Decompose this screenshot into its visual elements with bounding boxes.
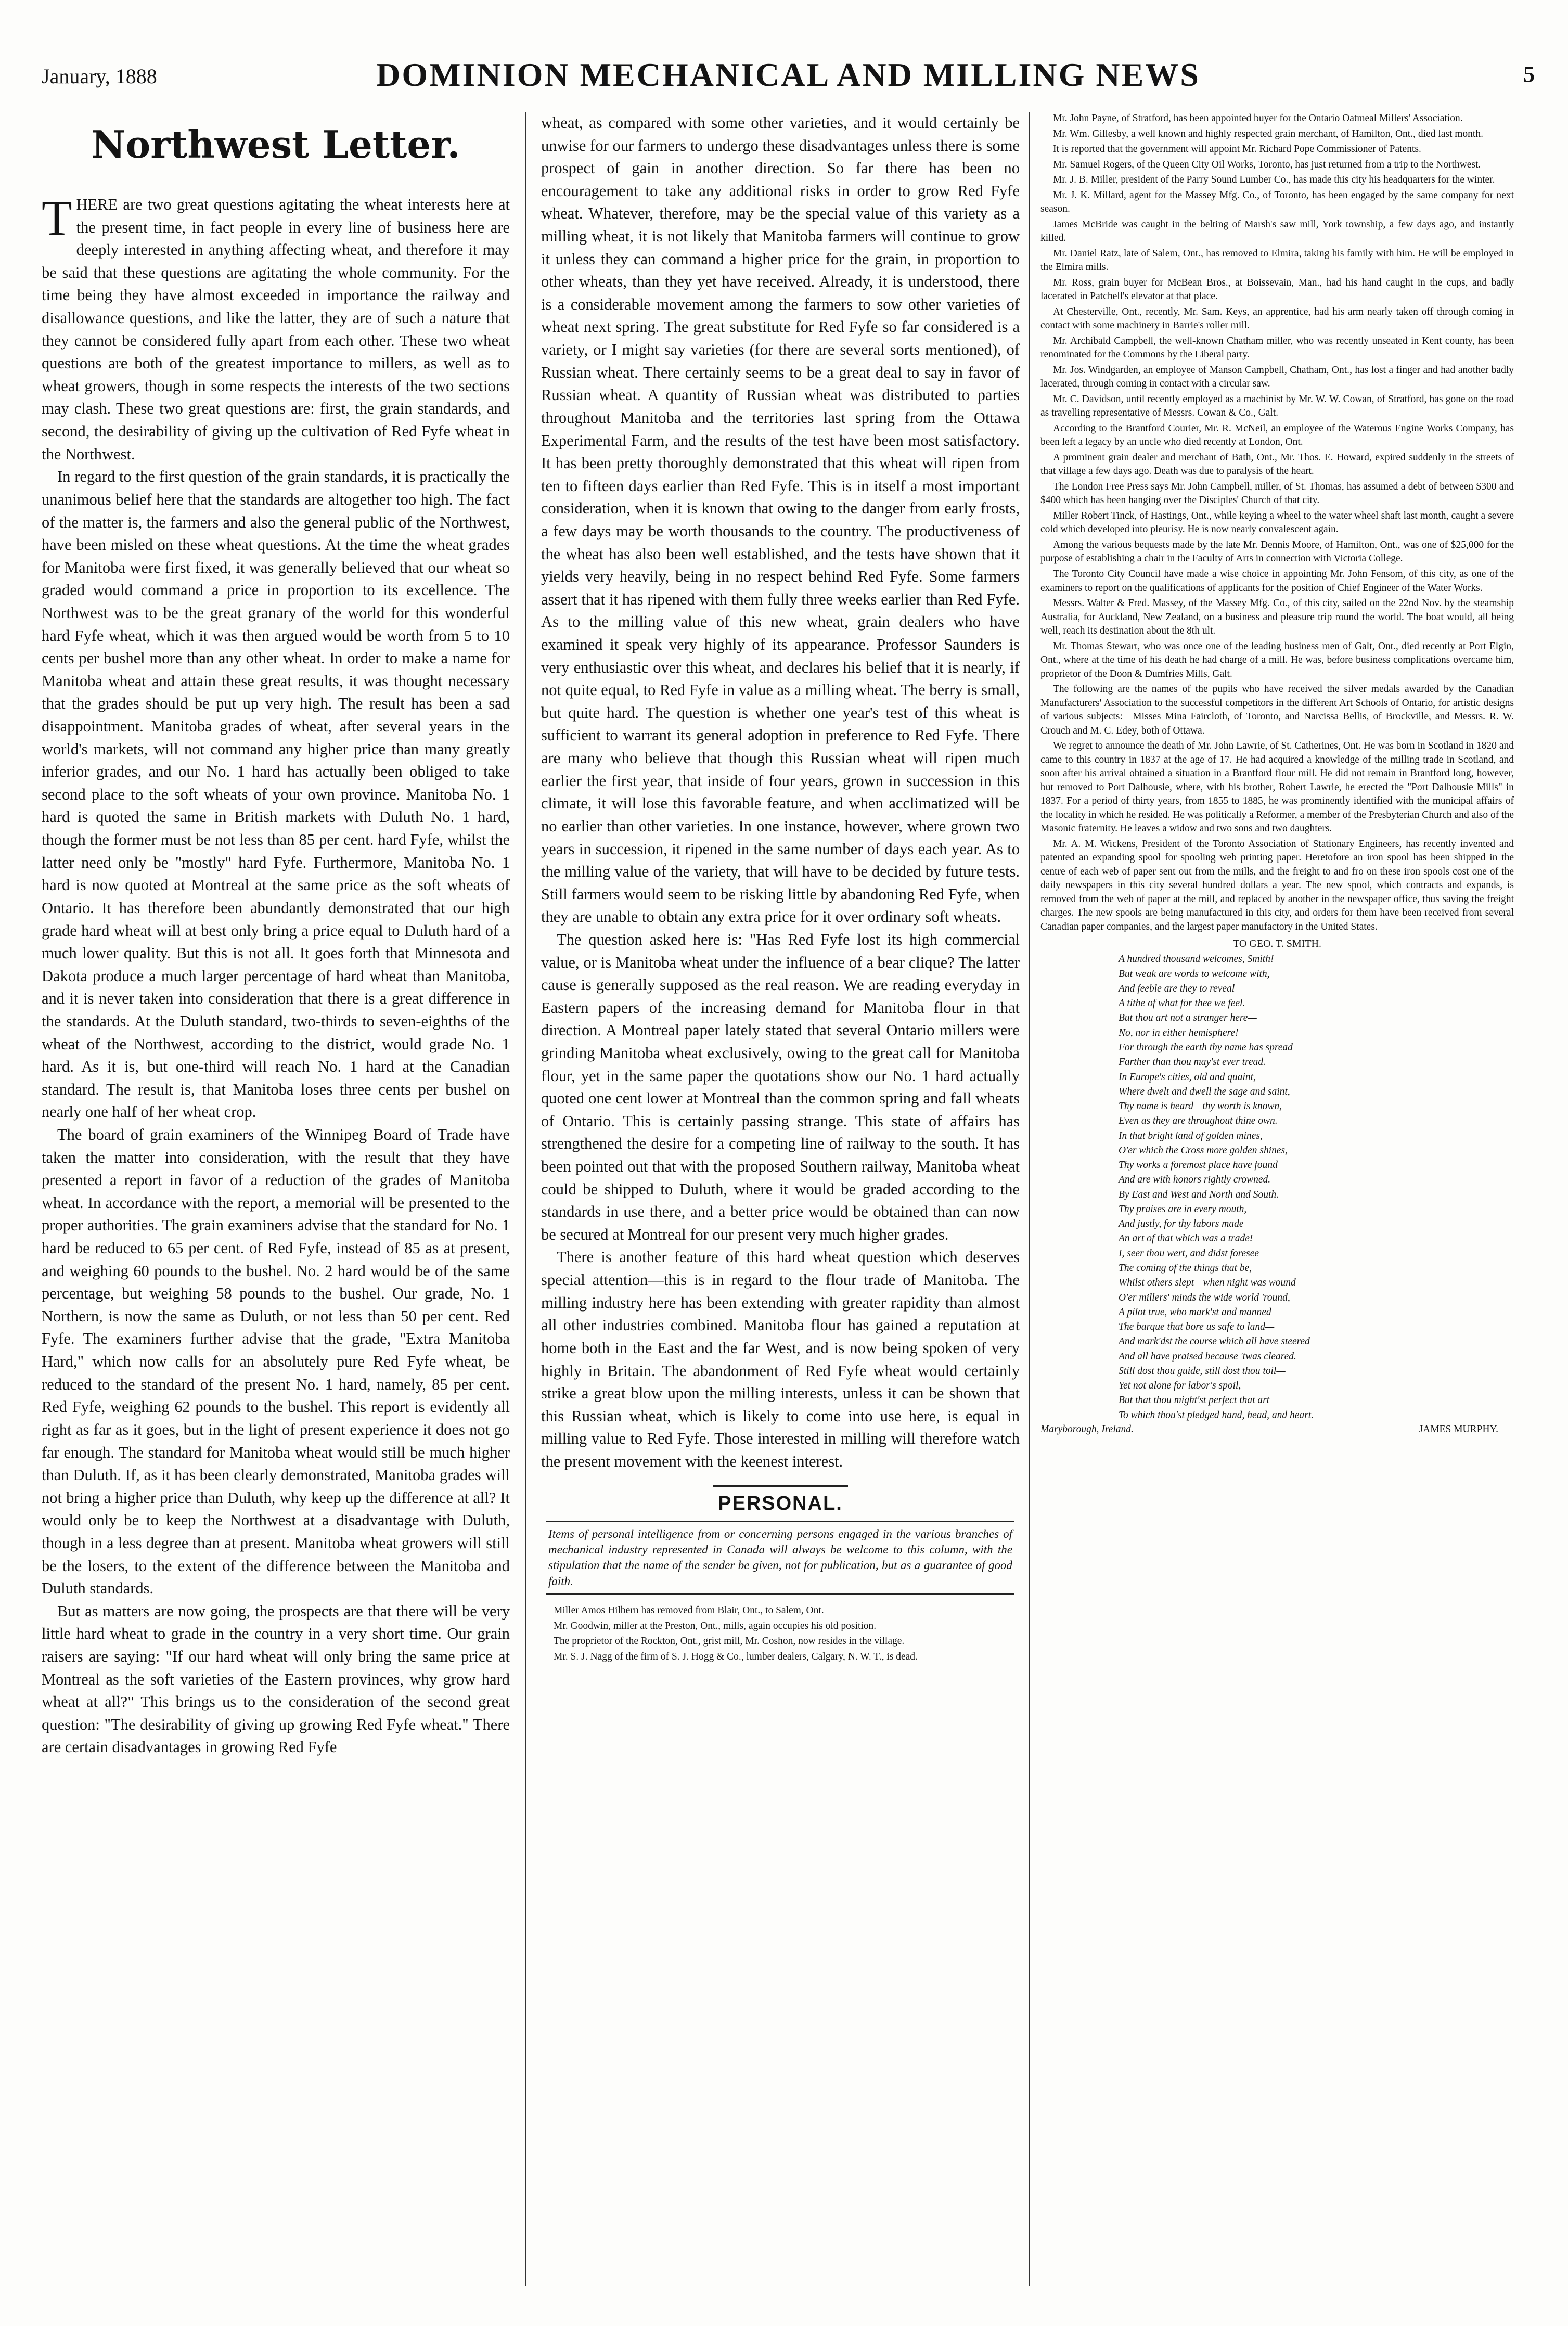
personal-item: According to the Brantford Courier, Mr. R. McNeil, an employee of the Waterous Engine Works Company, has been left a legacy by an uncle who died recently at London, Ont. <box>1040 422 1514 448</box>
poem-title: TO GEO. T. SMITH. <box>1233 938 1321 950</box>
poem-body <box>1119 952 1514 1423</box>
poem-line: Thy praises are in every mouth,— <box>1119 1203 1256 1215</box>
poem-line: For through the earth thy name has spread <box>1119 1042 1293 1053</box>
article-paragraph: THERE are two great questions agitating the wheat interests here at the present time, in fact people in every line of business here are deeply interested in anything affecting wheat, and therefore it may be said that these questions are agitating the whole community. For the time being they have almost exceeded in importance the railway and disallowance questions, and like the latter, they are of such a nature that they cannot be considered fully apart from each other. These two wheat questions are both of the greatest importance to millers, as well as to wheat growers, though in some respects the interests of the two sections may clash. These two great questions are: first, the grain standards, and second, the desirability of giving up the cultivation of Red Fyfe wheat in the Northwest. <box>42 190 510 463</box>
personal-item: Mr. Wm. Gillesby, a well known and highly respected grain merchant, of Hamilton, Ont., died last month. <box>1053 128 1483 139</box>
personal-item: Miller Robert Tinck, of Hastings, Ont., while keying a wheel to the water wheel shaft last month, caught a severe cold which developed into pleurisy. He is now nearly convalescent again. <box>1040 510 1514 535</box>
poem-line: To which thou'st pledged hand, head, and heart. <box>1119 1409 1314 1421</box>
article-paragraph: In regard to the first question of the grain standards, it is practically the unanimous belief here that the standards are altogether too high. The fact of the matter is, the farmers and also the general public of the Northwest, have been misled on these wheat questions. At the time the wheat grades for Manitoba were first fixed, it was generally believed that our wheat so graded would command a price in proportion to its excellence. The Northwest was to be the great granary of the world for this wonderful hard Fyfe wheat, which it was then argued would be worth from 5 to 10 cents per bushel more than any other wheat. In order to make a name for Manitoba wheat and attain these great results, it was thought necessary that the grades should be put up very high. The result has been a sad disappointment. Manitoba grades of wheat, after several years in the world's markets, will not command any higher price than many greatly inferior grades, and our No. 1 hard has actually been obliged to take second place to the soft wheats of your own province. Manitoba No. 1 hard is quoted the same in British markets with Duluth No. 1 hard, though the former must be not less than 85 per cent. hard Fyfe, whilst the latter need only be "mostly" hard Fyfe. Furthermore, Manitoba No. 1 hard is now quoted at Montreal at the same price as the soft wheats of Ontario. It has therefore been abundantly demonstrated that our high grade hard wheat will at best only bring a price equal to Duluth hard of a much lower quality. But this is not all. It goes forth that Minnesota and Dakota produce a much larger percentage of hard wheat than Manitoba, and it is never taken into consideration that there is a great difference in the standards. At the Duluth standard, two-thirds to seven-eighths of the wheat of the Northwest, according to the district, would grade No. 1 hard. As it is, but one-third will reach No. 1 hard at the Canadian standard. The result is, that Manitoba loses three cents per bushel on nearly one half of her wheat crop. <box>42 468 510 1121</box>
poem-line: An art of that which was a trade! <box>1119 1233 1253 1244</box>
poem-line: But thou art not a stranger here— <box>1119 1012 1257 1024</box>
poem-line: A tithe of what for thee we feel. <box>1119 998 1245 1009</box>
personal-item: Mr. Archibald Campbell, the well-known Chatham miller, who was recently unseated in Kent county, has been renominated for the Commons by the Liberal party. <box>1040 335 1514 361</box>
article-paragraph: The board of grain examiners of the Winnipeg Board of Trade have taken the matter into consideration, with the result that they have presented a report in favor of a reduction of the grades of Manitoba wheat. In accordance with the report, a memorial will be presented to the proper authorities. The grain examiners advise that the standard for No. 1 hard be reduced to 65 per cent. of Red Fyfe, instead of 85 as at present, and weighing 60 pounds to the bushel. No. 2 hard would be of the same percentage, but weighing 58 pounds to the bushel. Our grade, No. 1 Northern, is now the same as Duluth, or not less than 50 per cent. Red Fyfe. The examiners further advise that the grade, "Extra Manitoba Hard," which now calls for an absolutely pure Red Fyfe wheat, be reduced to the standard of the present No. 1 hard, namely, 85 per cent. Red Fyfe, weighing 62 pounds to the bushel. This report is evidently all right as far as it goes, but in the light of present experience it does not go far enough. The standard for Manitoba wheat would still be much higher than Duluth. If, as it has been clearly demonstrated, Manitoba grades will not bring a higher price than Duluth, why keep up the difference at all? It would only be to keep the Northwest at a disadvantage with Duluth, though in a less degree than at present. Manitoba wheat growers will still be the losers, to the extent of the difference between the Manitoba and Duluth standards. <box>42 1125 510 1598</box>
poem-line: Whilst others slept—when night was wound <box>1119 1277 1296 1289</box>
poem-line: Even as they are throughout thine own. <box>1119 1115 1278 1127</box>
personal-item: Miller Amos Hilbern has removed from Blair, Ont., to Salem, Ont. <box>554 1605 824 1616</box>
poem-line: O'er which the Cross more golden shines, <box>1119 1145 1288 1156</box>
personal-item: Mr. J. B. Miller, president of the Parry Sound Lumber Co., has made this city his headquarters for the winter. <box>1053 174 1495 186</box>
poem-line: The coming of the things that be, <box>1119 1262 1252 1274</box>
personal-item: A prominent grain dealer and merchant of Bath, Ont., Mr. Thos. E. Howard, expired suddenly in the streets of that village a few days ago. Death was due to paralysis of the heart. <box>1040 452 1514 477</box>
poem-line: And mark'dst the course which all have steered <box>1119 1336 1310 1347</box>
personal-item: The London Free Press says Mr. John Campbell, miller, of St. Thomas, has assumed a debt of between $300 and $400 which has been hanging over the Disciples' Church of that city. <box>1040 481 1514 506</box>
personal-item: Mr. Jos. Windgarden, an employee of Manson Campbell, Chatham, Ont., has lost a finger and had another badly lacerated, through coming in contact with a circular saw. <box>1040 364 1514 390</box>
article-paragraph: But as matters are now going, the prospects are that there will be very little hard wheat to grade in the country in a very short time. Our grain raisers are saying: "If our hard wheat will only bring the same price at Montreal as the soft varieties of the Eastern provinces, why grow hard wheat at all?" This brings us to the consideration of the second great question: "The desirability of giving up growing Red Fyfe wheat." There are certain disadvantages in growing Red Fyfe <box>42 1602 510 1756</box>
personal-item: Mr. S. J. Nagg of the firm of S. J. Hogg & Co., lumber dealers, Calgary, N. W. T., is dead. <box>554 1651 918 1662</box>
personal-item: Among the various bequests made by the late Mr. Dennis Moore, of Hamilton, Ont., was one of $25,000 for the purpose of establishing a chair in the Faculty of Arts in connection with Victoria College. <box>1040 539 1514 564</box>
column-note: Items of personal intelligence from or concerning persons engaged in the various branches of mechanical industry represented in Canada will always be welcome to this column, with the stipulation that the name of the sender be given, not for publication, but as a guarantee of good faith. <box>546 1521 1014 1595</box>
column-rule <box>1029 112 1030 2286</box>
personal-item: James McBride was caught in the belting of Marsh's saw mill, York township, a few days ago, and instantly killed. <box>1040 219 1514 244</box>
poem-line: A hundred thousand welcomes, Smith! <box>1119 954 1274 965</box>
poem-line: Farther than thou may'st ever tread. <box>1119 1057 1266 1068</box>
drop-cap: T <box>42 190 72 246</box>
personal-items <box>1040 112 1514 934</box>
article-paragraph: There is another feature of this hard wheat question which deserves special attention—this is in regard to the flour trade of Manitoba. The milling industry here has been extending with greater rapidity than almost all other industries combined. Manitoba flour has gained a reputation at home both in the East and the far West, and is now being spoken of very highly in Britain. The abandonment of Red Fyfe wheat would certainly strike a great blow upon the milling interests, unless it can be shown that this Russian wheat, which is likely to come into use here, is equal in milling value to Red Fyfe. Those interested in milling will therefore watch the present movement with the keenest interest. <box>541 1248 1020 1470</box>
article-title: Northwest Letter. <box>91 122 460 166</box>
personal-item: Messrs. Walter & Fred. Massey, of the Massey Mfg. Co., of this city, sailed on the 22nd Nov. by the steamship Australia, for Auckland, New Zealand, on a business and pleasure trip round the world. The boat would, all being well, reach its destination about the 8th ult. <box>1040 598 1514 637</box>
page-number: 5 <box>1523 61 1535 87</box>
personal-item: Mr. C. Davidson, until recently employed as a machinist by Mr. W. W. Cowan, of Stratford, has gone on the road as travelling representative of Messrs. Cowan & Co., Galt. <box>1040 393 1514 419</box>
poem-line: Thy name is heard—thy worth is known, <box>1119 1101 1282 1112</box>
poem-line: And all have praised because 'twas cleared. <box>1119 1351 1296 1362</box>
poem-line: And are with honors rightly crowned. <box>1119 1174 1271 1186</box>
poem-line: In that bright land of golden mines, <box>1119 1130 1263 1141</box>
poem-place: Maryborough, Ireland. <box>1040 1423 1134 1435</box>
page-header <box>42 49 1535 91</box>
personal-item: Mr. A. M. Wickens, President of the Toronto Association of Stationary Engineers, has recently invented and patented an expanding spool for spooling web printing paper. Heretofore an iron spool has been shipped in the centre of each web of paper sent out from the mills, and the freight to and fro on these iron spools cost one of the daily newspapers in this city several hundred dollars a year. The new spool, which contracts and expands, is removed from the web of paper at the mill, and replaced by another in the newspaper office, thus saving the freight charges. The new spools are being manufactured in this city, and orders for them have been received from several Canadian paper companies, and the largest paper manufactory in the United States. <box>1040 838 1514 932</box>
personal-item: Mr. Daniel Ratz, late of Salem, Ont., has removed to Elmira, taking his family with him. He will be employed in the Elmira mills. <box>1040 248 1514 273</box>
poem-line: But that thou might'st perfect that art <box>1119 1395 1270 1406</box>
poem-author: JAMES MURPHY. <box>1419 1423 1498 1435</box>
personal-item: We regret to announce the death of Mr. John Lawrie, of St. Catherines, Ont. He was born in Scotland in 1820 and came to this country in 1837 at the age of 17. He had acquired a knowledge of the milling trade in Scotland, and soon after his arrival obtained a situation in a Brantford flour mill. He did not remain in Brantford long, however, but removed to Port Dalhousie, where, with his brother, Robert Lawrie, he erected the "Port Dalhousie Mills" in 1837. For a period of thirty years, from 1855 to 1885, he was prominently identified with the municipal affairs of the locality in which he resided. He was politically a Reformer, a member of the Presbyterian Church and also of the Masonic fraternity. He leaves a widow and two sons and two daughters. <box>1040 740 1514 834</box>
article-paragraph: wheat, as compared with some other varieties, and it would certainly be unwise for our farmers to undergo these disadvantages unless there is some prospect of gain in another direction. So far there has been no encouragement to take any additional risks in order to grow Red Fyfe wheat. Whatever, therefore, may be the special value of this variety as a milling wheat, it is not likely that Manitoba farmers will continue to grow it unless they can command a higher price for the grain, in proportion to other wheats, than they yet have received. Already, it is understood, there is a considerable movement among the farmers to sow other varieties of wheat next spring. The great substitute for Red Fyfe so far considered is a variety, or I might say varieties (for there are several sorts mentioned), of Russian wheat. There certainly seems to be a great deal to say in favor of Russian wheat. A quantity of Russian wheat was distributed to parties throughout Manitoba and the territories last spring from the Ottawa Experimental Farm, and the results of the test have been most satisfactory. It has been pretty thoroughly demonstrated that this wheat will ripen from ten to fifteen days earlier than Red Fyfe. This is in itself a most important consideration, when it is known that owing to the danger from early frosts, a few days may be worth thousands to the country. The productiveness of the wheat has also been well established, and the tests have shown that it yields very heavily, being in no respect behind Red Fyfe. Some farmers assert that it has ripened with them fully three weeks earlier than Red Fyfe. As to the milling value of this new wheat, grain dealers who have examined it speak very highly of its appearance. Professor Saunders is very enthusiastic over this wheat, and declares his belief that it is nearly, if not quite equal, to Red Fyfe in value as a milling wheat. The berry is small, but quite hard. The question is whether one year's test of this wheat is sufficient to warrant its general adoption in preference to Red Fyfe. There are many who believe that though this Russian wheat will ripen much earlier the first year, that inside of four years, grown in succession in this climate, it will lose this favorable feature, and when acclimatized will be no earlier than other varieties. In one instance, however, where grown two years in succession, it ripened in the same number of days each year. As to the milling value of the variety, that will have to be decided by future tests. Still farmers would seem to be risking little by abandoning Red Fyfe, when they are unable to obtain any extra price for it over ordinary soft wheats. <box>541 114 1020 926</box>
section-title: PERSONAL. <box>718 1492 843 1514</box>
poem-line: In Europe's cities, old and quaint, <box>1119 1071 1256 1083</box>
personal-item: The following are the names of the pupils who have received the silver medals awarded by the Canadian Manufacturers' Association to the successful competitors in the different Art Schools of Ontario, for artistic designs of various subjects:—Misses Mina Faircloth, of Toronto, and Narcissa Bellis, of Brockville, and Messrs. R. W. Crouch and M. C. Edey, both of Ottawa. <box>1040 684 1514 736</box>
poem-line: Still dost thou guide, still dost thou toil— <box>1119 1365 1286 1377</box>
issue-date: January, 1888 <box>42 65 157 88</box>
poem-line: A pilot true, who mark'st and manned <box>1119 1306 1271 1318</box>
poem-line: By East and West and North and South. <box>1119 1189 1279 1200</box>
personal-items <box>541 1604 1020 1664</box>
masthead-title: DOMINION MECHANICAL AND MILLING NEWS <box>376 56 1200 93</box>
personal-item: The proprietor of the Rockton, Ont., grist mill, Mr. Coshon, now resides in the village. <box>554 1636 905 1647</box>
personal-item: It is reported that the government will appoint Mr. Richard Pope Commissioner of Patents. <box>1053 144 1421 155</box>
poem-line: The barque that bore us safe to land— <box>1119 1321 1275 1333</box>
poem-line: No, nor in either hemisphere! <box>1119 1027 1239 1038</box>
column-2 <box>541 112 1020 2292</box>
poem-line: O'er millers' minds the wide world 'round, <box>1119 1292 1290 1303</box>
personal-item: Mr. J. K. Millard, agent for the Massey Mfg. Co., of Toronto, has been engaged by the same company for next season. <box>1040 189 1514 215</box>
poem-line: I, seer thou wert, and didst foresee <box>1119 1248 1259 1259</box>
personal-item: The Toronto City Council have made a wise choice in appointing Mr. John Fensom, of this city, as one of the examiners to report on the qualifications of applicants for the position of Chief Engineer of the Water Works. <box>1040 568 1514 594</box>
section-divider <box>713 1485 848 1487</box>
personal-item: Mr. Samuel Rogers, of the Queen City Oil Works, Toronto, has just returned from a trip to the Northwest. <box>1053 159 1481 170</box>
poem-line: Thy works a foremost place have found <box>1119 1160 1278 1171</box>
column-3 <box>1040 112 1514 2292</box>
poem-line: And feeble are they to reveal <box>1119 983 1235 994</box>
poem-line: Yet not alone for labor's spoil, <box>1119 1380 1241 1392</box>
personal-item: Mr. Thomas Stewart, who was once one of the leading business men of Galt, Ont., died recently at Port Elgin, Ont., where at the time of his death he had charge of a mill. He was, before business complications overcame him, proprietor of the Doon & Dumfries Mills, Galt. <box>1040 640 1514 679</box>
personal-item: Mr. Goodwin, miller at the Preston, Ont., mills, again occupies his old position. <box>554 1620 877 1631</box>
personal-item: Mr. John Payne, of Stratford, has been appointed buyer for the Ontario Oatmeal Millers' Association. <box>1053 113 1463 124</box>
column-rule <box>525 112 526 2286</box>
article-paragraph: The question asked here is: "Has Red Fyfe lost its high commercial value, or is Manitoba wheat under the influence of a bear clique? The latter cause is generally supposed as the real reason. We are reading everyday in Eastern papers of the increasing demand for Manitoba flour in that direction. A Montreal paper lately stated that several Ontario millers were grinding Manitoba wheat exclusively, owing to the great call for Manitoba flour, yet in the same paper the quotations show our No. 1 hard actually quoted one cent lower at Montreal than the common spring and fall wheats of Ontario. This is certainly passing strange. This state of affairs has strengthened the desire for a competing line of railway to the south. It has been pointed out that with the proposed Southern railway, Manitoba wheat could be shipped to Duluth, where it would be graded according to the standards in use there, and a better price would be obtained than can now be secured at Montreal for our present very much higher grades. <box>541 930 1020 1243</box>
poem-line: But weak are words to welcome with, <box>1119 968 1270 980</box>
poem-line: And justly, for thy labors made <box>1119 1218 1244 1230</box>
personal-item: Mr. Ross, grain buyer for McBean Bros., at Boissevain, Man., had his hand caught in the cups, and badly lacerated in Patchell's elevator at that place. <box>1040 277 1514 302</box>
poem-line: Where dwelt and dwell the sage and saint, <box>1119 1086 1290 1097</box>
column-1 <box>42 112 510 2292</box>
poem-footer <box>1040 1424 1514 1438</box>
personal-item: At Chesterville, Ont., recently, Mr. Sam. Keys, an apprentice, had his arm nearly taken off through coming in contact with some machinery in Barrie's roller mill. <box>1040 306 1514 331</box>
